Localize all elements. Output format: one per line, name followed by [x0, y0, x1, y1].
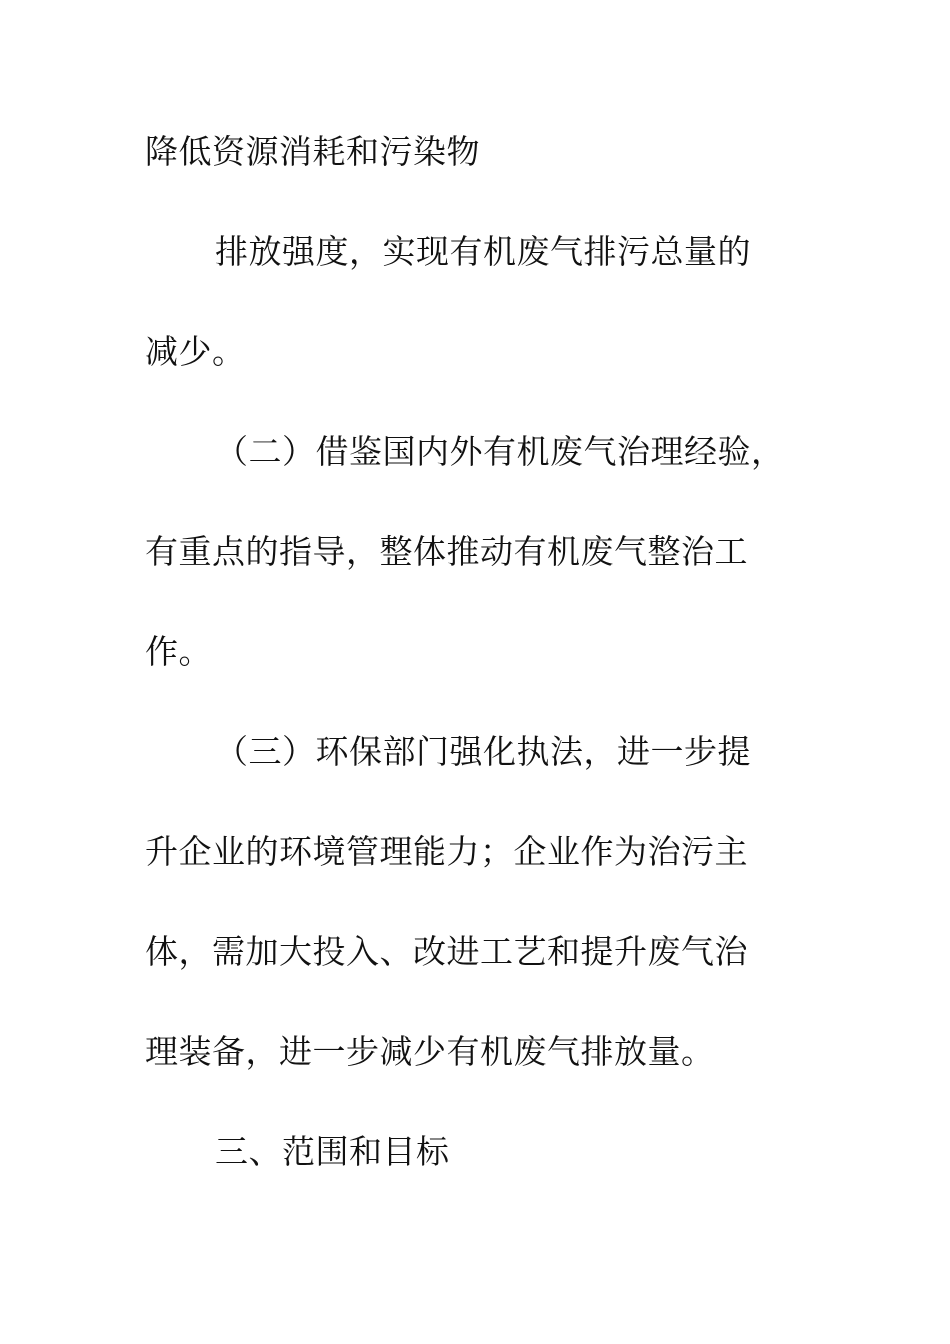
text-line: 减少。 — [145, 332, 246, 371]
text-line: 理装备，进一步减少有机废气排放量。 — [145, 1032, 715, 1071]
text-line: （三）环保部门强化执法，进一步提 — [215, 732, 751, 771]
text-line: 作。 — [145, 632, 212, 671]
section-heading: 三、范围和目标 — [215, 1132, 450, 1171]
text-line: 有重点的指导，整体推动有机废气整治工 — [145, 532, 748, 571]
text-line: 体，需加大投入、改进工艺和提升废气治 — [145, 932, 748, 971]
text-line: 降低资源消耗和污染物 — [145, 132, 480, 171]
text-line: （二）借鉴国内外有机废气治理经验， — [215, 432, 785, 471]
text-line: 升企业的环境管理能力；企业作为治污主 — [145, 832, 748, 871]
text-line: 排放强度，实现有机废气排污总量的 — [215, 232, 751, 271]
